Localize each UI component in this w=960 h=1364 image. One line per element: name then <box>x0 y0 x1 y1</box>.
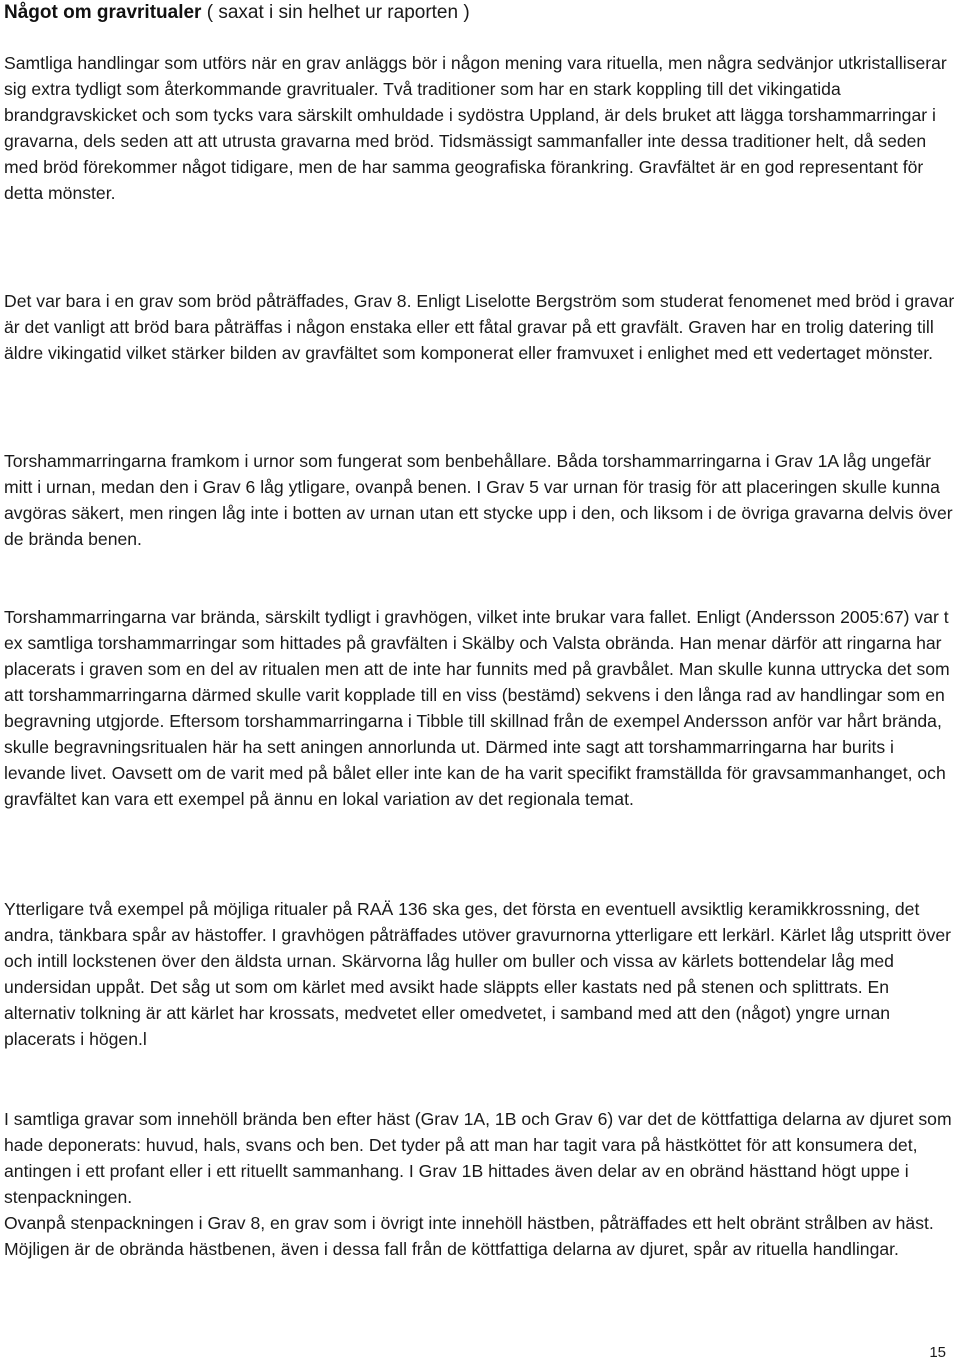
paragraph-other-rituals: Ytterligare två exempel på möjliga ritualer på RAÄ 136 ska ges, det första en eventuell avsiktlig keramikkrossning, det andra, tänkbara spår av hästoffer. I gravhögen påträffades utöver gravurnorna ytterligare ett lerkärl. Kärlet låg utspritt över och intill lockstenen över den äldsta urnan. Skärvorna låg huller om buller och vissa av kärlets bottendelar låg med undersidan uppåt. Det såg ut som om kärlet med avsikt hade släppts eller kastats ned på stenen och splittrats. En alternativ tolkning är att kärlet har krossats, medvetet eller omedvetet, i samband med att den (något) yngre urnan placerats i högen.l <box>4 899 952 1049</box>
section-heading <box>4 0 960 26</box>
paragraph-intro: Samtliga handlingar som utförs när en grav anläggs bör i någon mening vara rituella, men några sedvänjor utkristalliserar sig extra tydligt som återkommande gravritualer. Två traditioner som har en stark koppling till det vikingatida brandgravskicket och som tycks vara särskilt omhuldade i sydöstra Uppland, är dels bruket att lägga torshammarringar i gravarna, dels seden att att utrusta gravarna med bröd. Tidsmässigt sammanfaller inte dessa traditioner helt, då seden med bröd förekommer något tidigare, men de har samma geografiska förankring. Gravfältet är en god representant för detta mönster. <box>4 53 947 203</box>
paragraph-bread-grave: Det var bara i en grav som bröd påträffades, Grav 8. Enligt Liselotte Bergström som studerat fenomenet med bröd i gravar är det vanligt att bröd bara påträffas i någon enstaka eller ett fåtal gravar på ett gravfält. Graven har en trolig datering till äldre vikingatid vilket stärker bilden av gravfältet som komponerat eller framvuxet i enlighet med ett vedertaget mönster. <box>4 291 955 363</box>
paragraph-urn-rings: Torshammarringarna framkom i urnor som fungerat som benbehållare. Båda torshammarringarna i Grav 1A låg ungefär mitt i urnan, medan den i Grav 6 låg ytligare, ovanpå benen. I Grav 5 var urnan för trasig för att placeringen skulle kunna avgöras säkert, men ringen låg inte i botten av urnan utan ett stycke upp i den, och liksom i de övriga gravarna delvis över de brända benen. <box>4 451 953 549</box>
paragraph-burnt-rings: Torshammarringarna var brända, särskilt tydligt i gravhögen, vilket inte brukar vara fallet. Enligt (Andersson 2005:67) var t ex samtliga torshammarringar som hittades på gravfälten i Skälby och Valsta obrända. Han menar därför att ringarna har placerats i graven som en del av ritualen men att de inte har funnits med på gravbålet. Man skulle kunna uttrycka det som att torshammarringarna därmed skulle varit kopplade till en viss (bestämd) sekvens i den långa rad av handlingar som en begravning utgjorde. Eftersom torshammarringarna i Tibble till skillnad från de exempel Andersson anför var hårt brända, skulle begravningsritualen här ha sett aningen annorlunda ut. Därmed inte sagt att torshammarringarna har burits i levande livet. Oavsett om de varit med på bålet eller inte kan de ha varit specifikt framställda för gravsammanhanget, och gravfältet kan vara ett exempel på ännu en lokal variation av det regionala temat. <box>4 607 950 809</box>
section-title-note: ( saxat i sin helhet ur raporten ) <box>201 2 470 23</box>
paragraph-horse-bones: I samtliga gravar som innehöll brända ben efter häst (Grav 1A, 1B och Grav 6) var det de köttfattiga delarna av djuret som hade deponerats: huvud, hals, svans och ben. Det tyder på att man har tagit vara på hästköttet för att konsumera det, antingen i ett profant eller i ett rituellt sammanhang. I Grav 1B hittades även delar av en obränd hästtand högt uppe i stenpackningen. Ovanpå stenpackningen i Grav 8, en grav som i övrigt inte innehöll hästben, påträffades ett helt obränt strålben av häst. Möjligen är de obrända hästbenen, även i dessa fall från de köttfattiga delarna av djuret, spår av rituella handlingar. <box>4 1109 952 1259</box>
section-title: Något om gravritualer <box>4 2 202 23</box>
page-number: 15 <box>929 1344 946 1361</box>
